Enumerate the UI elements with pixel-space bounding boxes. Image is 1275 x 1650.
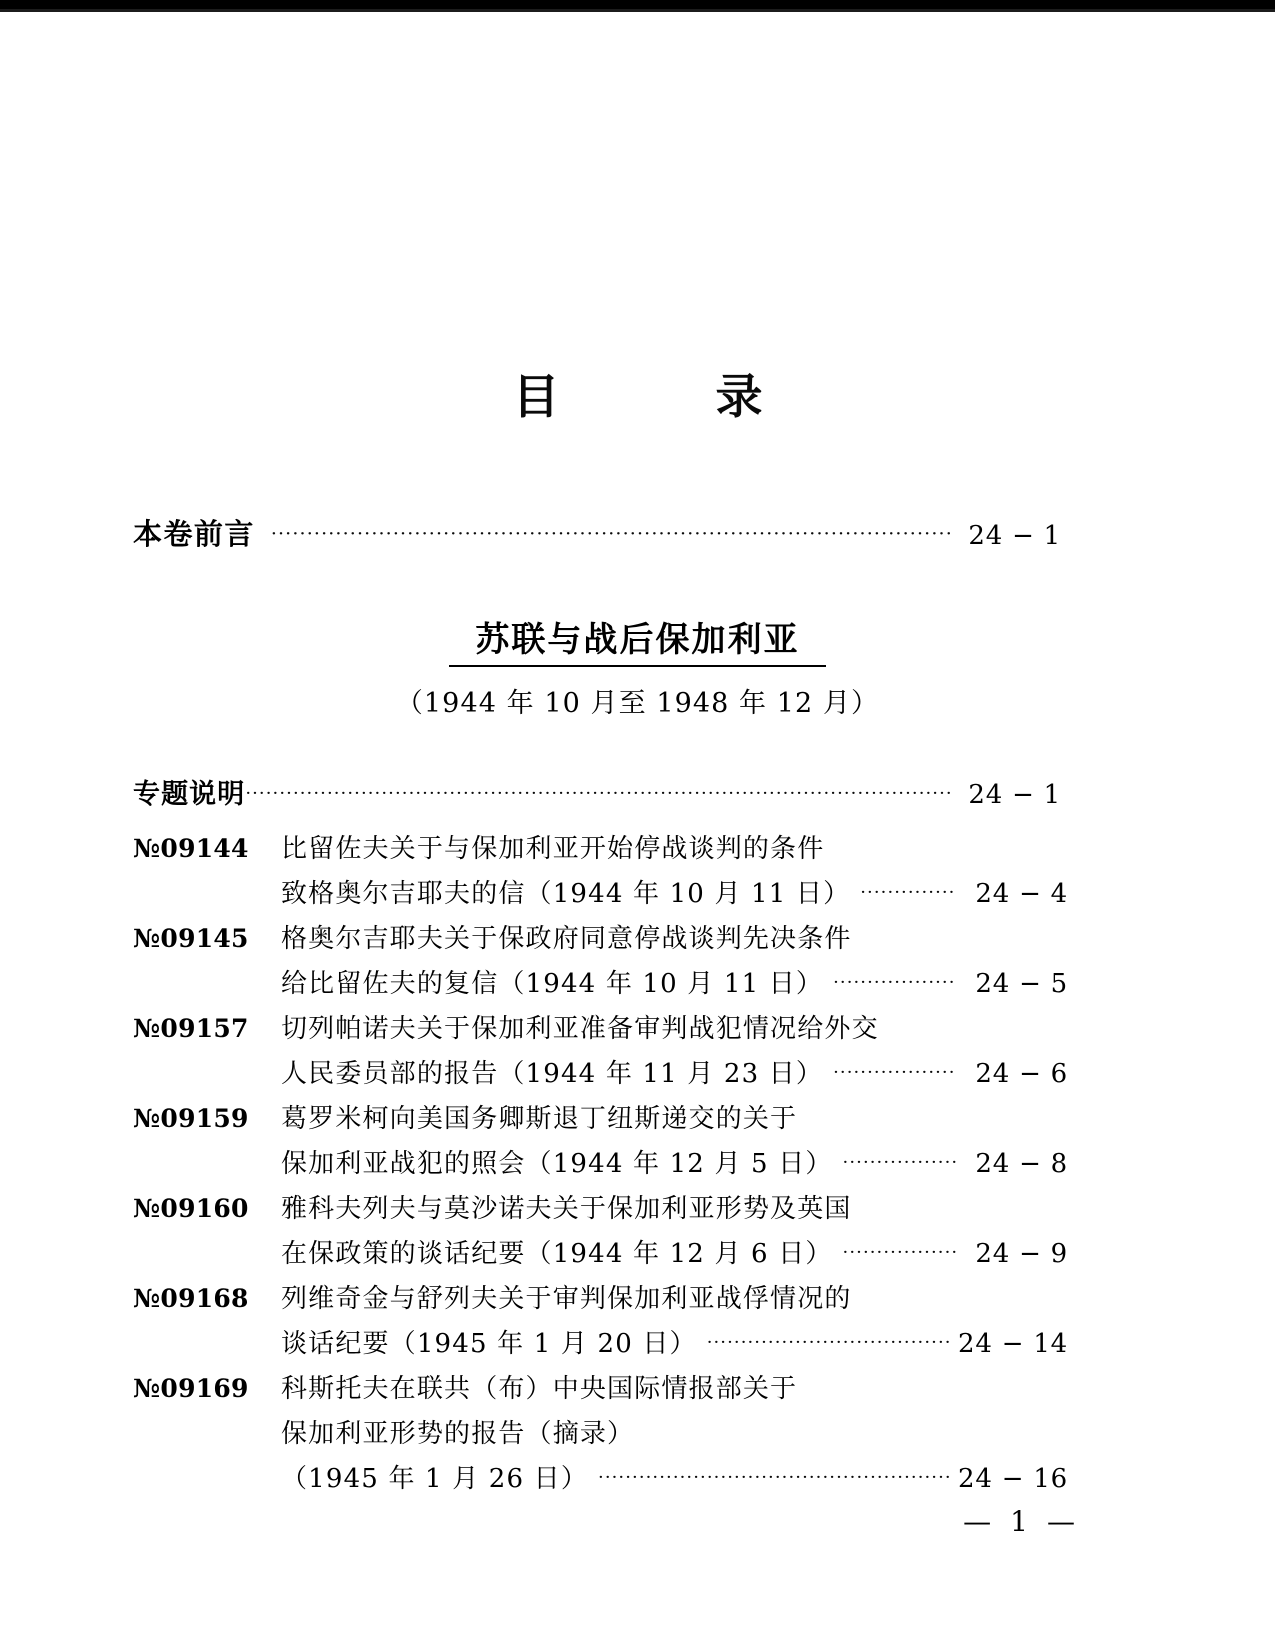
section-date-range: （1944 年 10 月至 1948 年 12 月） bbox=[395, 688, 880, 720]
dot-leader bbox=[843, 1242, 956, 1258]
dot-leader bbox=[707, 1332, 950, 1348]
entry-page-number: 24 − 16 bbox=[958, 1464, 1068, 1494]
entry-title-line-2: 在保政策的谈话纪要（1944 年 12 月 6 日） bbox=[281, 1239, 833, 1269]
entry-line-primary bbox=[133, 828, 1068, 873]
entry-line-secondary bbox=[133, 873, 1068, 918]
entry-line-primary bbox=[133, 1008, 1068, 1053]
entry-title-line-1: 比留佐夫关于与保加利亚开始停战谈判的条件 bbox=[281, 834, 825, 864]
entry-page-number: 24 − 4 bbox=[975, 879, 1068, 909]
list-item[interactable] bbox=[133, 1368, 1068, 1503]
entry-line-secondary bbox=[133, 1143, 1068, 1188]
entry-line-primary bbox=[133, 918, 1068, 963]
entry-page-number: 24 − 14 bbox=[958, 1329, 1068, 1359]
entry-document-number: №09145 bbox=[133, 924, 249, 953]
section-title: 苏联与战后保加利亚 bbox=[449, 622, 825, 667]
entry-line-primary bbox=[133, 1188, 1068, 1233]
entry-title-line-2: 给比留佐夫的复信（1944 年 10 月 11 日） bbox=[281, 969, 824, 999]
list-item[interactable] bbox=[133, 1008, 1068, 1098]
entry-line-secondary bbox=[133, 1413, 1068, 1458]
entry-page-number: 24 − 8 bbox=[975, 1149, 1068, 1179]
entry-title-line-1: 格奥尔吉耶夫关于保政府同意停战谈判先决条件 bbox=[281, 924, 852, 954]
footer-page-number: — 1 — bbox=[963, 1505, 1080, 1538]
entry-line-primary bbox=[133, 1098, 1068, 1143]
dot-leader bbox=[843, 1152, 956, 1168]
entry-title-line-1: 列维奇金与舒列夫关于审判保加利亚战俘情况的 bbox=[281, 1284, 852, 1314]
dot-leader bbox=[271, 523, 951, 539]
front-matter-label: 本卷前言 bbox=[133, 517, 255, 551]
entry-page-number: 24 − 5 bbox=[975, 969, 1068, 999]
entry-line-primary bbox=[133, 1278, 1068, 1323]
entry-title-line-1: 科斯托夫在联共（布）中央国际情报部关于 bbox=[281, 1374, 798, 1404]
list-item[interactable] bbox=[133, 1188, 1068, 1278]
toc-entry-front-matter[interactable] bbox=[133, 512, 1061, 553]
front-matter-page-number: 24 − 1 bbox=[968, 521, 1061, 551]
list-item[interactable] bbox=[133, 918, 1068, 1008]
entry-title-line-2: 人民委员部的报告（1944 年 11 月 23 日） bbox=[281, 1059, 824, 1089]
dot-leader bbox=[833, 1062, 956, 1078]
entry-line-primary bbox=[133, 1368, 1068, 1413]
entry-title-line-1: 葛罗米柯向美国务卿斯退丁纽斯递交的关于 bbox=[281, 1104, 798, 1134]
entry-title-line-2: 保加利亚战犯的照会（1944 年 12 月 5 日） bbox=[281, 1149, 833, 1179]
entry-document-number: №09159 bbox=[133, 1104, 249, 1133]
topic-note-page-number: 24 − 1 bbox=[968, 780, 1061, 810]
dot-leader bbox=[598, 1467, 950, 1483]
section-heading bbox=[0, 622, 1275, 720]
topic-note-label: 专题说明 bbox=[133, 779, 246, 810]
entry-line-secondary bbox=[133, 963, 1068, 1008]
dot-leader bbox=[833, 972, 956, 988]
page-title: 目 录 bbox=[512, 370, 784, 425]
toc-entry-list bbox=[133, 828, 1068, 1503]
entry-line-secondary bbox=[133, 1233, 1068, 1278]
entry-document-number: №09160 bbox=[133, 1194, 249, 1223]
entry-document-number: №09144 bbox=[133, 834, 249, 863]
dot-leader bbox=[245, 783, 950, 799]
entry-page-number: 24 − 6 bbox=[975, 1059, 1068, 1089]
entry-title-line-1: 切列帕诺夫关于保加利亚准备审判战犯情况给外交 bbox=[281, 1014, 879, 1044]
entry-document-number: №09169 bbox=[133, 1374, 249, 1403]
entry-line-secondary bbox=[133, 1323, 1068, 1368]
list-item[interactable] bbox=[133, 828, 1068, 918]
entry-title-line-3: （1945 年 1 月 26 日） bbox=[281, 1464, 589, 1494]
entry-line-secondary bbox=[133, 1053, 1068, 1098]
toc-entry-topic-note[interactable] bbox=[133, 772, 1061, 811]
dot-leader bbox=[860, 882, 956, 898]
entry-title-line-2: 谈话纪要（1945 年 1 月 20 日） bbox=[281, 1329, 697, 1359]
entry-title-line-2: 保加利亚形势的报告（摘录） bbox=[281, 1419, 635, 1449]
entry-title-line-1: 雅科夫列夫与莫沙诺夫关于保加利亚形势及英国 bbox=[281, 1194, 852, 1224]
list-item[interactable] bbox=[133, 1278, 1068, 1368]
entry-page-number: 24 − 9 bbox=[975, 1239, 1068, 1269]
list-item[interactable] bbox=[133, 1098, 1068, 1188]
entry-document-number: №09157 bbox=[133, 1014, 249, 1043]
entry-title-line-2: 致格奥尔吉耶夫的信（1944 年 10 月 11 日） bbox=[281, 879, 851, 909]
entry-document-number: №09168 bbox=[133, 1284, 249, 1313]
entry-line-tertiary bbox=[133, 1458, 1068, 1503]
